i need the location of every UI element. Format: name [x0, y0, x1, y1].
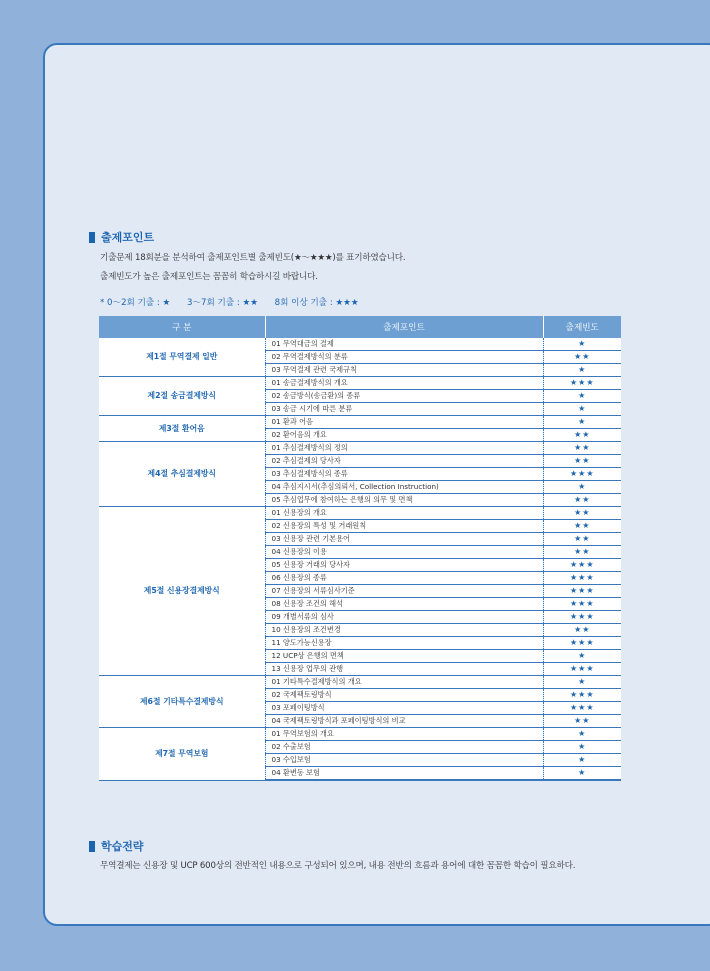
- frequency-stars: ★: [543, 728, 621, 741]
- table-row: [99, 442, 621, 455]
- description-line-2: 출제빈도가 높은 출제포인트는 꼼꼼히 학습하시길 바랍니다.: [100, 272, 318, 282]
- point-cell: 07 신용장의 서류심사기준: [265, 585, 543, 598]
- frequency-stars: ★★: [543, 494, 621, 507]
- point-cell: 03 송금 시기에 따른 분류: [265, 403, 543, 416]
- point-cell: 02 국제팩토링방식: [265, 689, 543, 702]
- exam-points-table: [99, 316, 621, 781]
- point-cell: 02 환어음의 개요: [265, 429, 543, 442]
- legend-item: * 0～2회 기출 : ★: [100, 298, 171, 308]
- frequency-stars: ★★★: [543, 468, 621, 481]
- point-cell: 09 개별서류의 심사: [265, 611, 543, 624]
- point-cell: 01 무역보험의 개요: [265, 728, 543, 741]
- frequency-stars: ★★: [543, 455, 621, 468]
- table-row: [99, 728, 621, 741]
- frequency-stars: ★: [543, 741, 621, 754]
- point-cell: 11 양도가능신용장: [265, 637, 543, 650]
- frequency-stars: ★★: [543, 624, 621, 637]
- table-row: [99, 676, 621, 689]
- table-row: [99, 377, 621, 390]
- point-cell: 01 신용장의 개요: [265, 507, 543, 520]
- header-points: 출제포인트: [265, 316, 543, 338]
- frequency-stars: ★: [543, 650, 621, 663]
- point-cell: 03 수입보험: [265, 754, 543, 767]
- legend-item: 3～7회 기출 : ★★: [187, 298, 258, 308]
- frequency-stars: ★★: [543, 351, 621, 364]
- point-cell: 05 추심업무에 참여하는 은행의 의무 및 면책: [265, 494, 543, 507]
- frequency-stars: ★★★: [543, 598, 621, 611]
- frequency-stars: ★: [543, 481, 621, 494]
- section-marker-icon: [89, 841, 95, 852]
- frequency-stars: ★: [543, 767, 621, 781]
- point-cell: 04 환변동 보험: [265, 767, 543, 781]
- point-cell: 01 송금결제방식의 개요: [265, 377, 543, 390]
- frequency-stars: ★★: [543, 520, 621, 533]
- chapter-cell: 제2절 송금결제방식: [99, 377, 265, 416]
- chapter-cell: 제7절 무역보험: [99, 728, 265, 781]
- section-marker-icon: [89, 232, 95, 243]
- legend-item: 8회 이상 기출 : ★★★: [274, 298, 359, 308]
- frequency-legend: [100, 296, 373, 308]
- frequency-stars: ★★: [543, 507, 621, 520]
- frequency-stars: ★★★: [543, 611, 621, 624]
- section-title-strategy: [89, 838, 144, 854]
- point-cell: 01 환과 어음: [265, 416, 543, 429]
- point-cell: 02 수출보험: [265, 741, 543, 754]
- point-cell: 04 추심지시서(추심의뢰서, Collection Instruction): [265, 481, 543, 494]
- chapter-cell: 제1절 무역결제 일반: [99, 338, 265, 377]
- section-title-text: 출제포인트: [101, 231, 155, 244]
- point-cell: 03 신용장 관련 기본용어: [265, 533, 543, 546]
- frequency-stars: ★★: [543, 442, 621, 455]
- section-title-points: [89, 229, 154, 245]
- point-cell: 01 기타특수결제방식의 개요: [265, 676, 543, 689]
- point-cell: 03 무역결제 관련 국제규칙: [265, 364, 543, 377]
- frequency-stars: ★★★: [543, 702, 621, 715]
- point-cell: 06 신용장의 종류: [265, 572, 543, 585]
- chapter-cell: 제5절 신용장결제방식: [99, 507, 265, 676]
- frequency-stars: ★★★: [543, 377, 621, 390]
- chapter-cell: 제3절 환어음: [99, 416, 265, 442]
- frequency-stars: ★: [543, 416, 621, 429]
- section-title-text: 학습전략: [101, 840, 144, 853]
- point-cell: 03 추심결제방식의 종류: [265, 468, 543, 481]
- frequency-stars: ★★: [543, 429, 621, 442]
- point-cell: 05 신용장 거래의 당사자: [265, 559, 543, 572]
- point-cell: 12 UCP상 은행의 면책: [265, 650, 543, 663]
- table-row: [99, 338, 621, 351]
- point-cell: 02 송금방식(송금환)의 종류: [265, 390, 543, 403]
- frequency-stars: ★★: [543, 546, 621, 559]
- point-cell: 04 국제팩토링방식과 포페이팅방식의 비교: [265, 715, 543, 728]
- frequency-stars: ★: [543, 754, 621, 767]
- point-cell: 04 신용장의 이용: [265, 546, 543, 559]
- frequency-stars: ★★★: [543, 559, 621, 572]
- frequency-stars: ★★★: [543, 585, 621, 598]
- point-cell: 08 신용장 조건의 해석: [265, 598, 543, 611]
- frequency-stars: ★: [543, 403, 621, 416]
- point-cell: 02 추심결제의 당사자: [265, 455, 543, 468]
- table-row: [99, 416, 621, 429]
- table-header-row: [99, 316, 621, 338]
- frequency-stars: ★★★: [543, 572, 621, 585]
- frequency-stars: ★: [543, 676, 621, 689]
- strategy-text: 무역결제는 신용장 및 UCP 600상의 전반적인 내용으로 구성되어 있으며, 내용 전반의 흐름과 용어에 대한 꼼꼼한 학습이 필요하다.: [100, 861, 576, 871]
- point-cell: 03 포페이팅방식: [265, 702, 543, 715]
- frequency-stars: ★: [543, 390, 621, 403]
- point-cell: 13 신용장 업무의 관행: [265, 663, 543, 676]
- chapter-cell: 제4절 추심결제방식: [99, 442, 265, 507]
- frequency-stars: ★★★: [543, 663, 621, 676]
- frequency-stars: ★★★: [543, 689, 621, 702]
- frequency-stars: ★★: [543, 533, 621, 546]
- point-cell: 01 무역대금의 결제: [265, 338, 543, 351]
- description-line-1: 기출문제 18회분을 분석하여 출제포인트별 출제빈도(★～★★★)를 표기하였습니다.: [100, 253, 406, 263]
- frequency-stars: ★★★: [543, 637, 621, 650]
- point-cell: 02 무역결제방식의 분류: [265, 351, 543, 364]
- frequency-stars: ★★: [543, 715, 621, 728]
- frequency-stars: ★: [543, 338, 621, 351]
- point-cell: 02 신용장의 특성 및 거래원칙: [265, 520, 543, 533]
- table-row: [99, 507, 621, 520]
- chapter-cell: 제6절 기타특수결제방식: [99, 676, 265, 728]
- point-cell: 10 신용장의 조건변경: [265, 624, 543, 637]
- frequency-stars: ★: [543, 364, 621, 377]
- header-category: 구 분: [99, 316, 265, 338]
- header-frequency: 출제빈도: [543, 316, 621, 338]
- point-cell: 01 추심결제방식의 정의: [265, 442, 543, 455]
